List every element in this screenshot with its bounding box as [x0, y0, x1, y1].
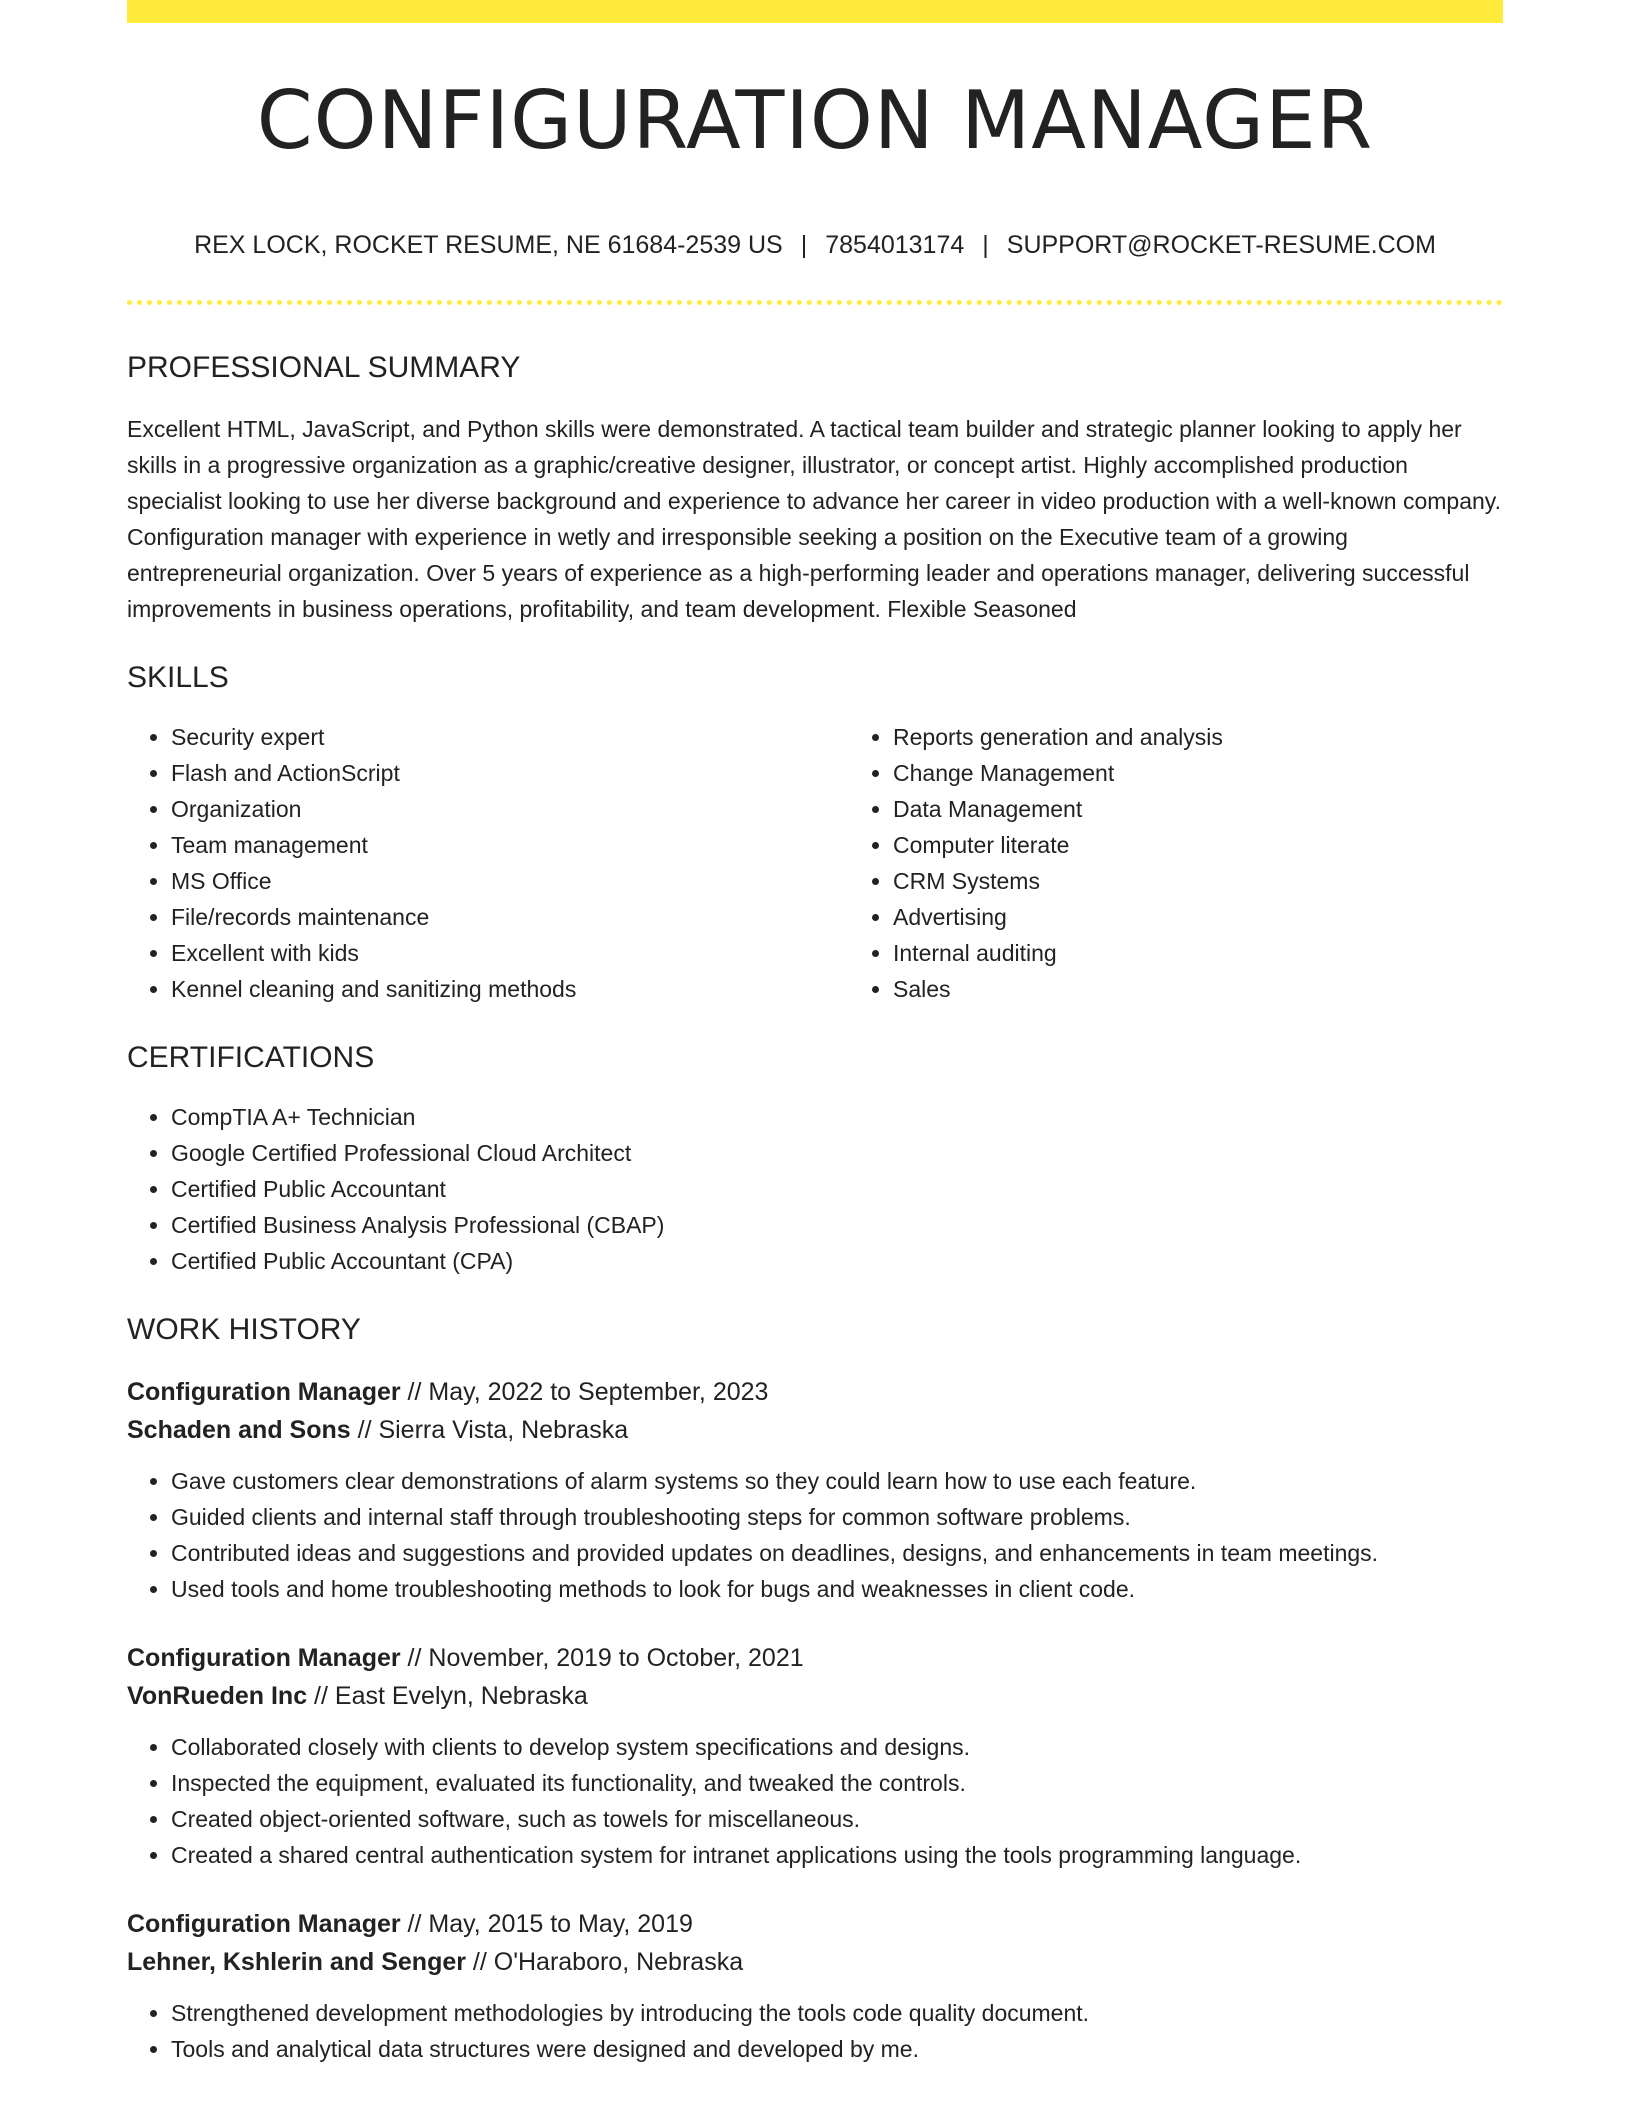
job-entry: [127, 1639, 1503, 1873]
skill-item: • Excellent with kids: [171, 935, 849, 971]
job-bullet: • Created object-oriented software, such as towels for miscellaneous.: [171, 1801, 1503, 1837]
skill-item: • Team management: [171, 827, 849, 863]
job-company-line: [127, 1411, 1503, 1449]
job-bullet: • Tools and analytical data structures were designed and developed by me.: [171, 2031, 1503, 2067]
certification-item: • CompTIA A+ Technician: [171, 1099, 1503, 1135]
job-company-line: [127, 1943, 1503, 1981]
skill-item: • Security expert: [171, 719, 849, 755]
contact-separator: |: [982, 231, 989, 259]
job-bullet: • Contributed ideas and suggestions and provided updates on deadlines, designs, and enhancements in team meetings.: [171, 1535, 1503, 1571]
skill-item: • File/records maintenance: [171, 899, 849, 935]
job-location: // O'Haraboro, Nebraska: [465, 1948, 744, 1976]
job-title-line: [127, 1639, 1503, 1677]
skills-list-left: [127, 719, 849, 1007]
job-bullet: • Used tools and home troubleshooting methods to look for bugs and weaknesses in client code.: [171, 1571, 1503, 1607]
skill-item: • Advertising: [893, 899, 1571, 935]
work-history-list: [127, 1373, 1503, 2067]
job-title: Configuration Manager: [127, 1644, 401, 1672]
job-location: // Sierra Vista, Nebraska: [350, 1416, 629, 1444]
job-title-line: [127, 1905, 1503, 1943]
accent-top-bar: [127, 0, 1503, 23]
contact-separator: |: [800, 231, 808, 259]
resume-title: CONFIGURATION MANAGER: [256, 74, 1374, 167]
contact-phone: 7854013174: [825, 231, 965, 259]
skill-item: • Organization: [171, 791, 849, 827]
job-dates: // May, 2015 to May, 2019: [400, 1910, 693, 1938]
job-company: Schaden and Sons: [127, 1416, 351, 1444]
skill-item: • Sales: [893, 971, 1571, 1007]
job-company: VonRueden Inc: [127, 1682, 308, 1710]
skill-item: • Computer literate: [893, 827, 1571, 863]
skill-item: • Internal auditing: [893, 935, 1571, 971]
certifications-list: [127, 1099, 1503, 1279]
skill-item: • Reports generation and analysis: [893, 719, 1571, 755]
job-dates: // November, 2019 to October, 2021: [400, 1644, 804, 1672]
job-bullet: • Inspected the equipment, evaluated its functionality, and tweaked the controls.: [171, 1765, 1503, 1801]
skills-grid: [127, 719, 1503, 1007]
skills-heading: SKILLS: [127, 661, 229, 694]
contact-address: REX LOCK, ROCKET RESUME, NE 61684-2539 US: [194, 231, 783, 259]
job-bullet-list: [127, 1729, 1503, 1873]
skill-item: • Data Management: [893, 791, 1571, 827]
job-location: // East Evelyn, Nebraska: [307, 1682, 588, 1710]
skills-list-right: [849, 719, 1571, 1007]
job-title-line: [127, 1373, 1503, 1411]
job-bullet-list: [127, 1463, 1503, 1607]
job-dates: // May, 2022 to September, 2023: [400, 1378, 769, 1406]
resume-page: [127, 0, 1503, 2067]
contact-line: [127, 233, 1503, 258]
job-bullet: • Collaborated closely with clients to develop system specifications and designs.: [171, 1729, 1503, 1765]
job-title: Configuration Manager: [127, 1910, 401, 1938]
certification-item: • Google Certified Professional Cloud Architect: [171, 1135, 1503, 1171]
dotted-divider: [127, 300, 1503, 305]
job-bullet: • Strengthened development methodologies by introducing the tools code quality document.: [171, 1995, 1503, 2031]
skill-item: • Flash and ActionScript: [171, 755, 849, 791]
job-bullet: • Guided clients and internal staff through troubleshooting steps for common software problems.: [171, 1499, 1503, 1535]
summary-text: Excellent HTML, JavaScript, and Python skills were demonstrated. A tactical team builder and strategic planner looking to apply her skills in a progressive organization as a graphic/creative designer, illustrator, or concept artist. Highly accomplished production specialist looking to use her diverse background and experience to advance her career in video production with a well-known company. Configuration manager with experience in wetly and irresponsible seeking a position on the Executive team of a growing entrepreneurial organization. Over 5 years of experience as a high-performing leader and operations manager, delivering successful improvements in business operations, profitability, and team development. Flexible Seasoned: [127, 416, 1501, 622]
job-bullet: • Created a shared central authentication system for intranet applications using the tools programming language.: [171, 1837, 1503, 1873]
certification-item: • Certified Business Analysis Professional (CBAP): [171, 1207, 1503, 1243]
skill-item: • Kennel cleaning and sanitizing methods: [171, 971, 849, 1007]
job-entry: [127, 1373, 1503, 1607]
job-bullet: • Gave customers clear demonstrations of alarm systems so they could learn how to use each feature.: [171, 1463, 1503, 1499]
skill-item: • CRM Systems: [893, 863, 1571, 899]
summary-heading: PROFESSIONAL SUMMARY: [127, 351, 521, 384]
job-title: Configuration Manager: [127, 1378, 401, 1406]
contact-email: SUPPORT@ROCKET-RESUME.COM: [1006, 231, 1436, 259]
job-entry: [127, 1905, 1503, 2067]
skill-item: • MS Office: [171, 863, 849, 899]
certification-item: • Certified Public Accountant: [171, 1171, 1503, 1207]
skill-item: • Change Management: [893, 755, 1571, 791]
certification-item: • Certified Public Accountant (CPA): [171, 1243, 1503, 1279]
job-company: Lehner, Kshlerin and Senger: [127, 1948, 466, 1976]
job-bullet-list: [127, 1995, 1503, 2067]
job-company-line: [127, 1677, 1503, 1715]
work-history-heading: WORK HISTORY: [127, 1313, 361, 1346]
certifications-heading: CERTIFICATIONS: [127, 1041, 375, 1074]
